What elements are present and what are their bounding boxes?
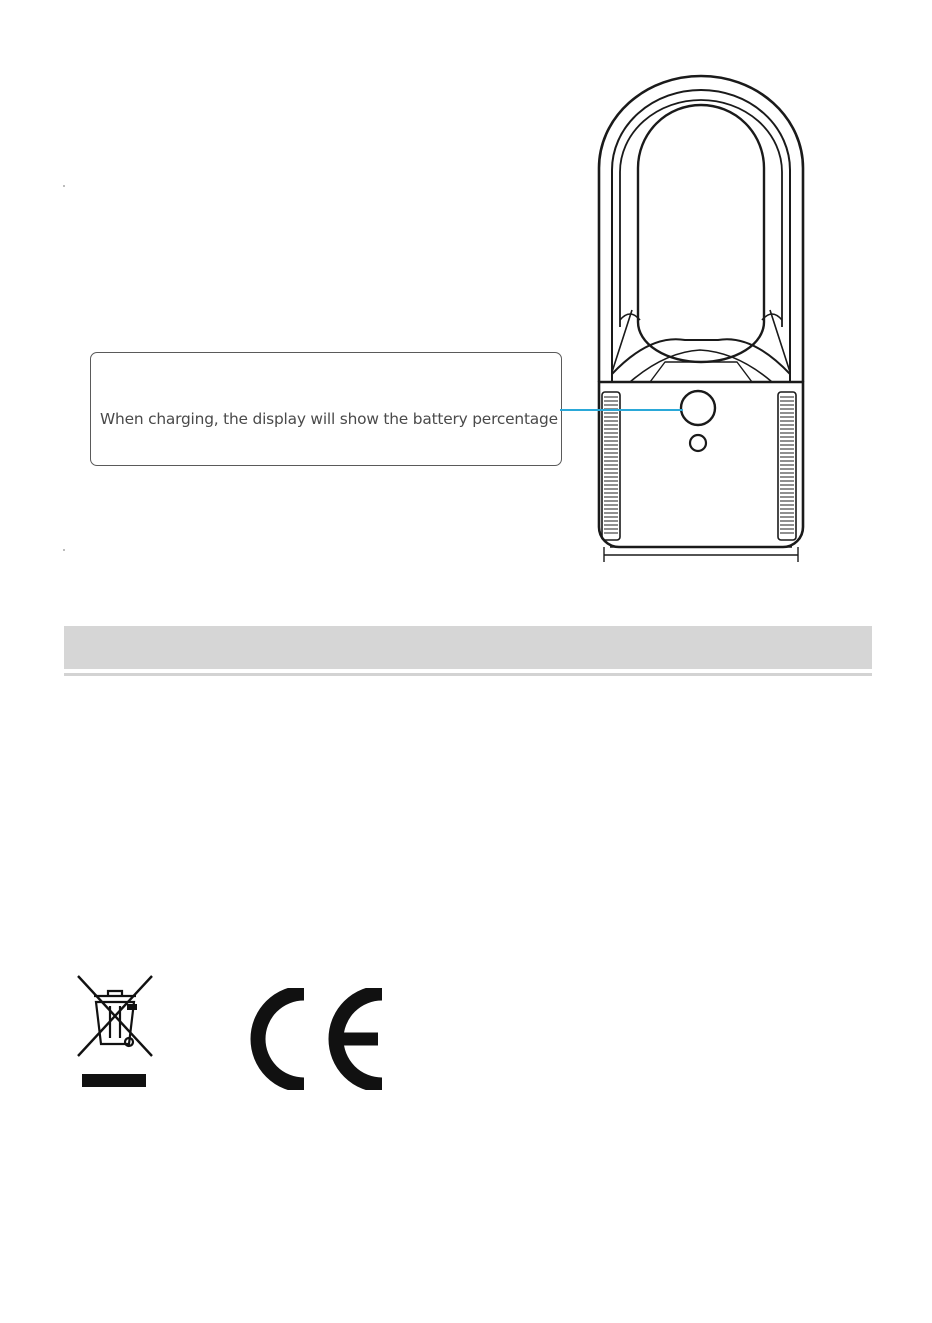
callout-text: When charging, the display will show the battery percentage [100,410,558,428]
scan-speck [63,549,65,551]
scan-speck [63,185,65,187]
section-header-bar [64,626,872,669]
ce-mark-icon [248,988,390,1090]
callout-leader-line [560,409,683,411]
fan-device-illustration [590,72,812,570]
section-divider [64,673,872,676]
charging-callout-box [90,352,562,466]
weee-bin-icon [74,974,156,1090]
